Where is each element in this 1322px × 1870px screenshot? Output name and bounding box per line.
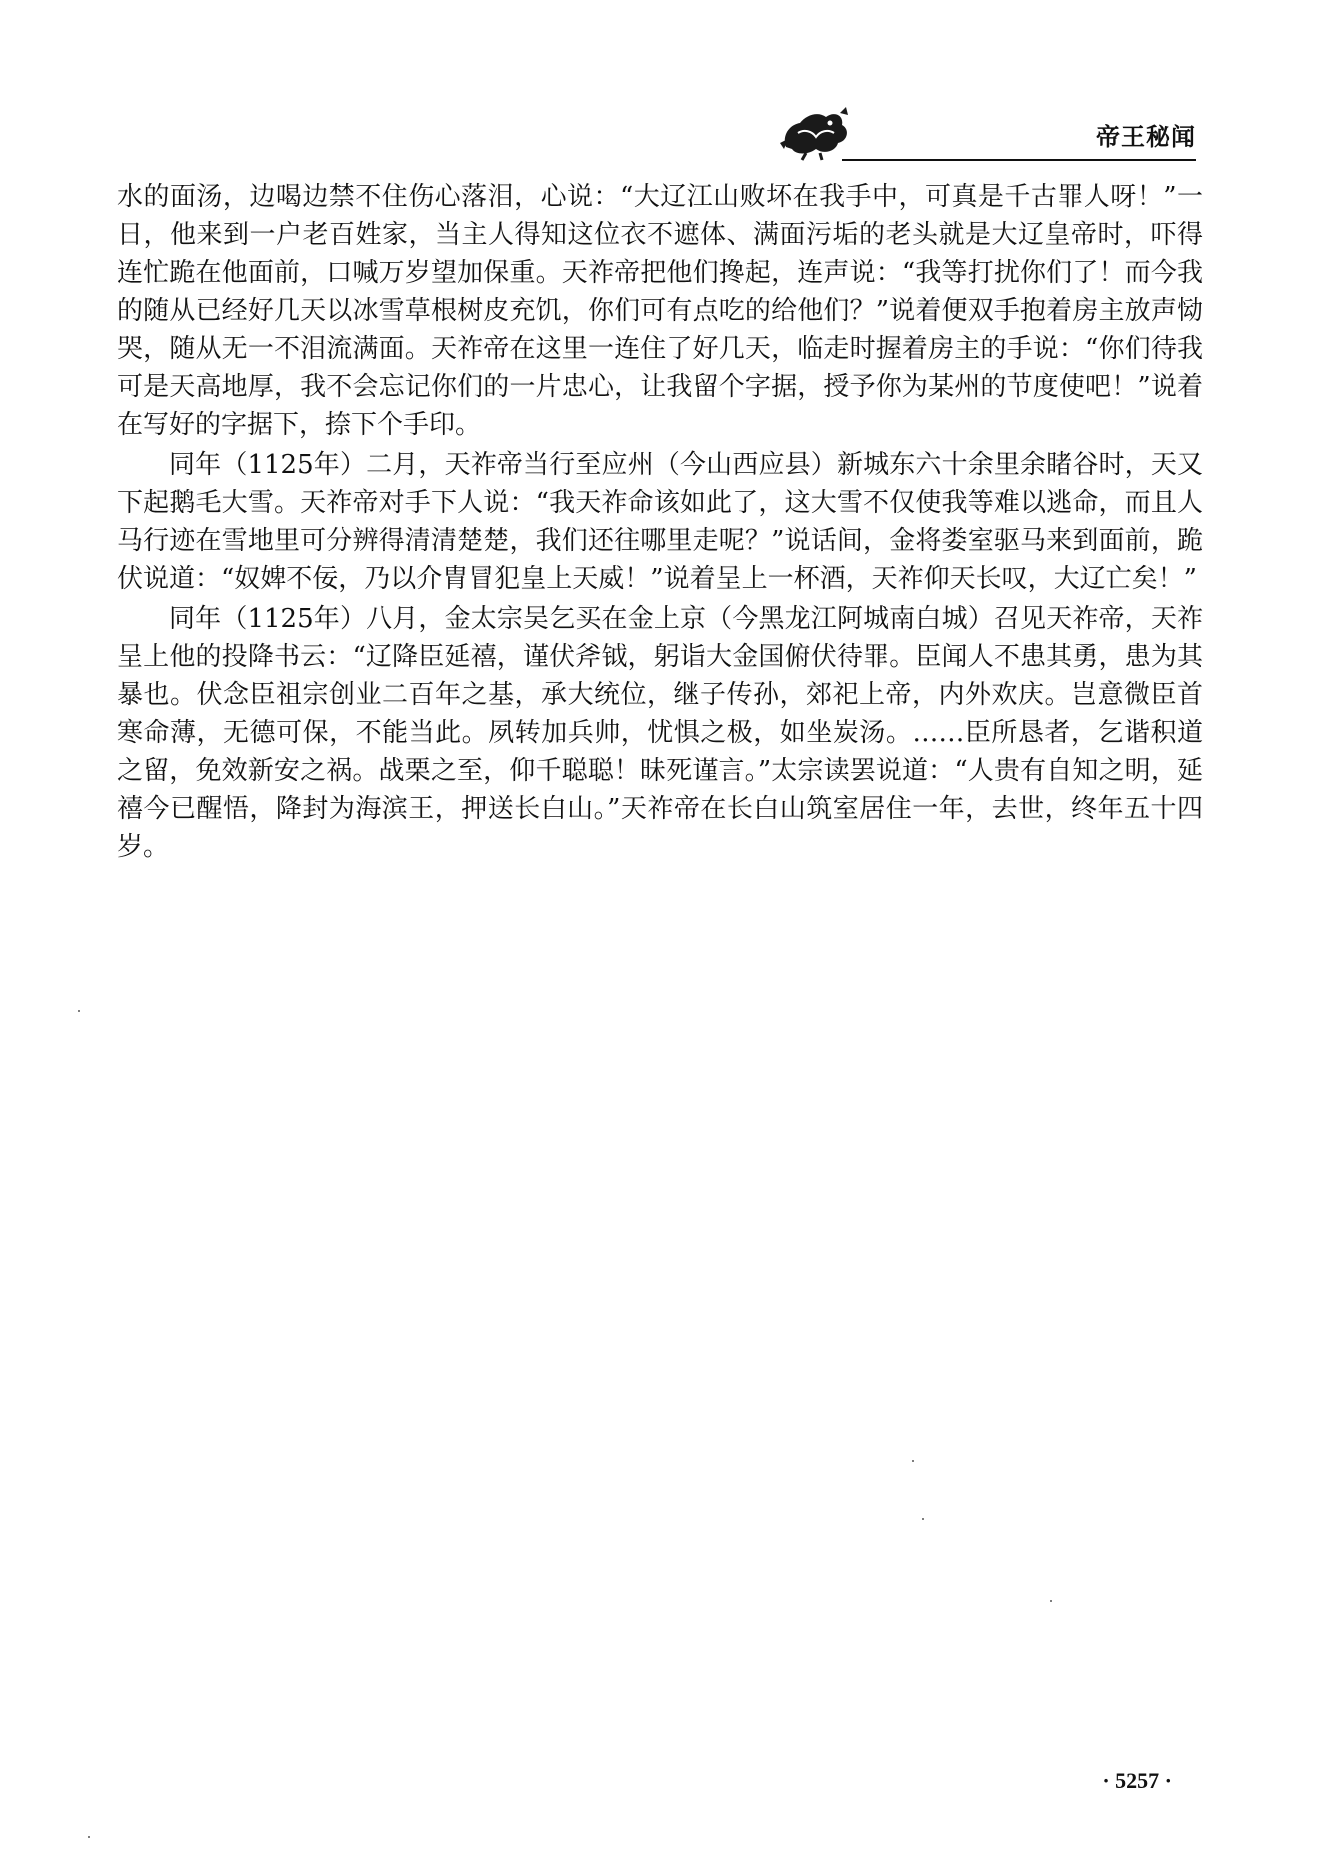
page-number: · 5257 ·	[1102, 1768, 1172, 1793]
scan-speck	[912, 1460, 914, 1462]
book-title: 帝王秘闻	[1096, 123, 1196, 151]
scan-speck	[922, 1518, 924, 1520]
paragraph-2: 同年（1125年）二月，天祚帝当行至应州（今山西应县）新城东六十余里余睹谷时，天又下起鹅毛大雪。天祚帝对手下人说：“我天祚命该如此了，这大雪不仅使我等难以逃命，而且人马行迹在雪地里可分辨得清清楚楚，我们还往哪里走呢？”说话间，金将娄室驱马来到面前，跪伏说道：“奴婢不佞，乃以介胄冒犯皇上天威！”说着呈上一杯酒，天祚仰天长叹，大辽亡矣！”	[117, 450, 1203, 594]
article-body	[117, 178, 1203, 866]
scan-speck	[88, 1836, 90, 1838]
scan-speck	[1050, 1600, 1052, 1602]
paragraph-1: 水的面汤，边喝边禁不住伤心落泪，心说：“大辽江山败坏在我手中，可真是千古罪人呀！”一日，他来到一户老百姓家，当主人得知这位衣不遮体、满面污垢的老头就是大辽皇帝时，吓得连忙跪在他面前，口喊万岁望加保重。天祚帝把他们搀起，连声说：“我等打扰你们了！而今我的随从已经好几天以冰雪草根树皮充饥，你们可有点吃的给他们？”说着便双手抱着房主放声恸哭，随从无一不泪流满面。天祚帝在这里一连住了好几天，临走时握着房主的手说：“你们待我可是天高地厚，我不会忘记你们的一片忠心，让我留个字据，授予你为某州的节度使吧！”说着在写好的字据下，捺下个手印。	[117, 182, 1203, 440]
paragraph-3: 同年（1125年）八月，金太宗吴乞买在金上京（今黑龙江阿城南白城）召见天祚帝，天祚呈上他的投降书云：“辽降臣延禧，谨伏斧钺，躬诣大金国俯伏待罪。臣闻人不患其勇，患为其暴也。伏念臣祖宗创业二百年之基，承大统位，继子传孙，郊祀上帝，内外欢庆。岂意微臣首寒命薄，无德可保，不能当此。夙转加兵帅，忧惧之极，如坐炭汤。……臣所恳者，乞谐积道之留，免效新安之祸。战栗之至，仰千聪聪！昧死谨言。”太宗读罢说道：“人贵有自知之明，延禧今已醒悟，降封为海滨王，押送长白山。”天祚帝在长白山筑室居住一年，去世，终年五十四岁。	[117, 604, 1203, 862]
header-divider	[842, 159, 1196, 161]
dragon-emblem-icon	[776, 103, 856, 161]
page-header	[776, 103, 1196, 163]
scan-speck	[78, 1010, 80, 1012]
